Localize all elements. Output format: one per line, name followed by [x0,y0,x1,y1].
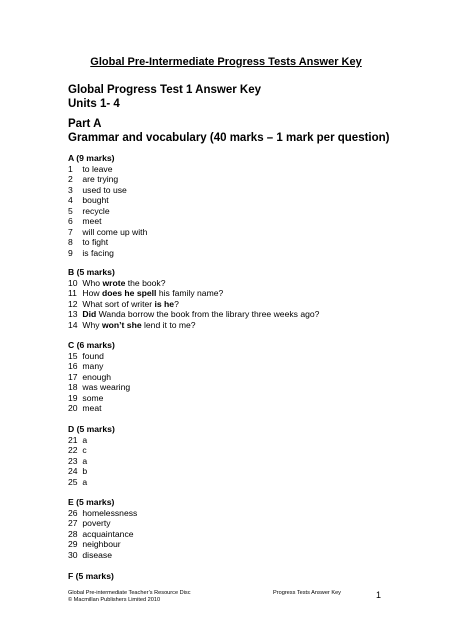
answer-number: 13 [68,309,78,319]
answer-item [68,477,398,488]
answer-item [68,227,398,238]
answer-item [68,288,398,299]
answer-item [68,174,398,185]
answer-item [68,539,398,550]
answer-text: Why [82,319,102,330]
answer-text: bought [82,195,109,205]
answer-item [68,237,398,248]
answer-highlight: wrote [102,277,126,288]
answer-item [68,278,398,289]
answer-item [68,393,398,404]
section-heading: D (5 marks) [68,424,115,434]
section-b [68,267,398,330]
answer-text: acquaintance [82,528,134,539]
answer-highlight: does he spell [101,288,157,298]
answer-number: 22 [68,445,78,455]
answer-text: c [82,445,87,455]
answer-text: his family name? [156,288,224,298]
answer-number: 28 [68,528,78,539]
answer-item [68,206,398,217]
answer-text: Wanda borrow the book from the library three weeks ago? [96,309,320,319]
answer-number: 11 [68,288,77,298]
section-heading: F (5 marks) [68,571,114,581]
footer-publication: Global Pre-intermediate Teacher’s Resource Disc [68,590,191,596]
answer-number: 15 [68,350,78,361]
answer-number: 10 [68,277,78,288]
section-heading: B (5 marks) [68,267,115,277]
answer-item [68,466,398,477]
document-title: Global Pre-Intermediate Progress Tests Answer Key [90,56,362,68]
answer-number: 23 [68,455,78,466]
answer-item [68,248,398,259]
answer-text: homelessness [82,507,138,518]
footer-section-name: Progress Tests Answer Key [273,590,341,596]
answer-text: How [82,288,102,298]
section-c [68,340,398,414]
answer-item [68,185,398,196]
answer-item [68,529,398,540]
footer-copyright: © Macmillan Publishers Limited 2010 [68,597,161,603]
section-heading: A (9 marks) [68,153,115,163]
section-heading: E (5 marks) [68,497,115,507]
answer-number: 19 [68,392,78,403]
answer-item [68,361,398,372]
part-subtitle: Grammar and vocabulary (40 marks – 1 mark per question) [68,132,390,144]
answer-item [68,435,398,446]
answer-highlight: Did [82,309,97,319]
answer-text: neighbour [82,539,121,549]
answer-text: What sort of writer [82,298,155,309]
answer-highlight: won’t she [101,319,142,330]
answer-text: the book? [125,277,166,288]
answer-item [68,351,398,362]
answer-number: 26 [68,507,78,518]
answer-text: meet [82,216,102,226]
answer-text: is facing [82,247,114,258]
answer-item [68,508,398,519]
answer-item [68,216,398,227]
answer-text: ? [174,298,179,309]
answer-number: 30 [68,549,78,560]
answer-text: lend it to me? [141,319,196,330]
answer-number: 1 [68,163,73,174]
answer-item [68,550,398,561]
answer-text: was wearing [82,382,131,392]
answer-item [68,299,398,310]
answer-text: a [82,476,88,487]
answer-text: a [82,434,88,445]
answer-number: 25 [68,476,78,487]
section-a [68,153,398,258]
answer-number: 4 [68,195,73,205]
answer-number: 5 [68,205,73,216]
answer-text: poverty [82,518,111,528]
answer-item [68,164,398,175]
answer-item [68,445,398,456]
answer-text: many [82,361,104,371]
answer-number: 27 [68,518,78,528]
answer-number: 12 [68,298,78,309]
answer-text: enough [82,371,112,382]
footer-left [68,590,191,604]
units-heading: Units 1- 4 [68,98,120,110]
answer-number: 7 [68,226,73,237]
answer-text: used to use [82,184,127,195]
answer-item [68,309,398,320]
page-number: 1 [376,590,382,600]
answer-number: 14 [68,319,78,330]
answer-number: 18 [68,382,78,392]
answer-number: 16 [68,361,78,371]
answer-highlight: is he [154,298,175,309]
answer-number: 17 [68,371,78,382]
answer-number: 24 [68,466,78,476]
section-d [68,424,398,487]
answer-text: to fight [82,237,109,247]
answer-item [68,456,398,467]
section-f [68,571,398,582]
answer-text: a [82,455,88,466]
answer-item [68,195,398,206]
test-title: Global Progress Test 1 Answer Key [68,84,262,96]
answer-number: 3 [68,184,73,195]
answer-text: meat [82,403,102,413]
answer-item [68,372,398,383]
answer-number: 21 [68,434,78,445]
answer-number: 6 [68,216,73,226]
answer-text: are trying [82,174,119,184]
answer-item [68,403,398,414]
answer-item [68,382,398,393]
answer-text: found [82,350,104,361]
answer-number: 2 [68,174,73,184]
answer-text: recycle [82,205,110,216]
answer-number: 8 [68,237,73,247]
answer-text: some [82,392,104,403]
answer-number: 20 [68,403,78,413]
part-heading: Part A [68,118,102,130]
answer-text: to leave [82,163,113,174]
answer-text: Who [82,277,103,288]
answer-text: disease [82,549,113,560]
answer-number: 9 [68,247,73,258]
section-e [68,497,398,560]
answer-item [68,320,398,331]
section-heading: C (6 marks) [68,340,115,350]
answer-item [68,518,398,529]
answer-text: will come up with [82,226,148,237]
answer-text: b [82,466,88,476]
answer-number: 29 [68,539,78,549]
